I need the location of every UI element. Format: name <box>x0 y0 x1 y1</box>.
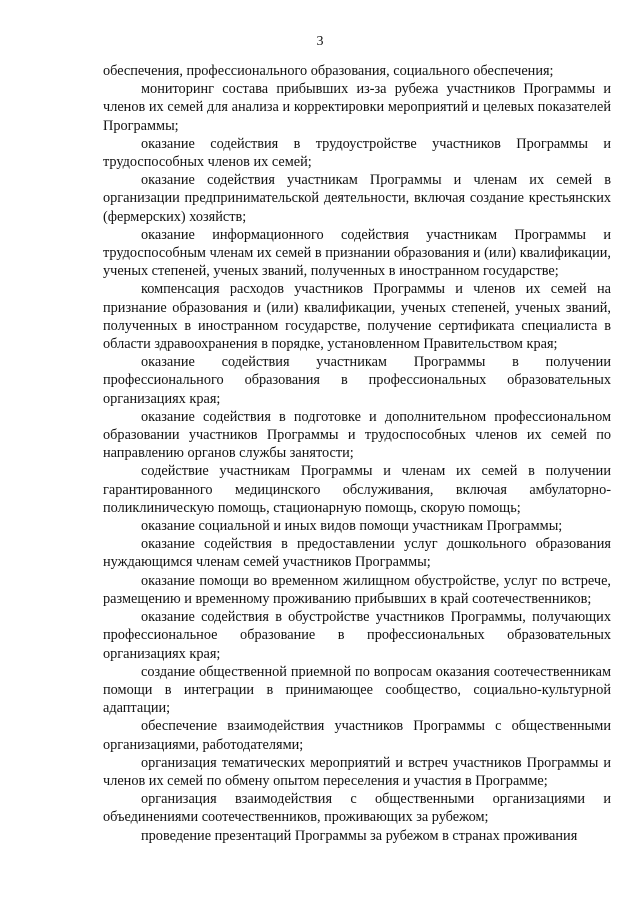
paragraph-professional-education: оказание содействия участникам Программы в получении профессионального образования в профессиональных образовательных организациях края; <box>103 354 611 407</box>
paragraph-medical-service: содействие участникам Программы и членам их семей в получении гарантированного медицинского обслуживания, включая амбулаторно-поликлиническую помощь, стационарную помощь, скорую помощь; <box>103 463 611 516</box>
paragraph-additional-training: оказание содействия в подготовке и дополнительном профессиональном образовании участников Программы и трудоспособных членов их семей по направлению органов службы занятости; <box>103 408 611 462</box>
paragraph-social-help: оказание социальной и иных видов помощи участникам Программы; <box>141 518 563 535</box>
paragraph-monitoring: мониторинг состава прибывших из-за рубежа участников Программы и членов их семей для анализа и корректировки мероприятий и целевых показателей Программы; <box>103 81 611 134</box>
paragraph-presentations: проведение презентаций Программы за рубежом в странах проживания <box>141 827 578 844</box>
paragraph-entrepreneurship: оказание содействия участникам Программы и членам их семей в организации предпринимательской деятельности, включая создание крестьянских (фермерских) хозяйств; <box>103 172 611 225</box>
paragraph-thematic-events: организация тематических мероприятий и встреч участников Программы и членов их семей по обмену опытом переселения и участия в Программе; <box>103 754 611 789</box>
paragraph-housing: оказание помощи во временном жилищном обустройстве, услуг по встрече, размещению и временному проживанию прибывших в край соотечественников; <box>103 572 611 607</box>
paragraph-compensation: компенсация расходов участников Программы и членов их семей на признание образования и (или) квалификации, ученых степеней, ученых званий, полученных в иностранном государстве, получение сертификата специалиста в области здравоохранения в порядке, установленном Правительством края; <box>103 281 611 353</box>
paragraph-interaction-employers: обеспечение взаимодействия участников Программы с общественными организациями, работодателями; <box>103 718 611 753</box>
paragraph-compatriot-organizations: организация взаимодействия с общественными организациями и объединениями соотечественников, проживающих за рубежом; <box>103 791 611 826</box>
page-number: 3 <box>316 34 324 49</box>
paragraph-continuation: обеспечения, профессионального образования, социального обеспечения; <box>103 63 554 79</box>
paragraph-preschool: оказание содействия в предоставлении услуг дошкольного образования нуждающимся членам семей участников Программы; <box>103 536 611 571</box>
paragraph-public-reception: создание общественной приемной по вопросам оказания соотечественникам помощи в интеграции в принимающее сообщество, социально-культурной адаптации; <box>103 663 611 717</box>
document-body <box>103 62 611 845</box>
paragraph-student-arrangement: оказание содействия в обустройстве участников Программы, получающих профессиональное образование в профессиональных образовательных организациях края; <box>103 609 611 662</box>
paragraph-employment: оказание содействия в трудоустройстве участников Программы и трудоспособных членов их семей; <box>103 135 611 171</box>
paragraph-information-support: оказание информационного содействия участникам Программы и трудоспособным членам их семей в признании образования и (или) квалификации, ученых степеней, ученых званий, полученных в иностранном государстве; <box>103 226 611 280</box>
